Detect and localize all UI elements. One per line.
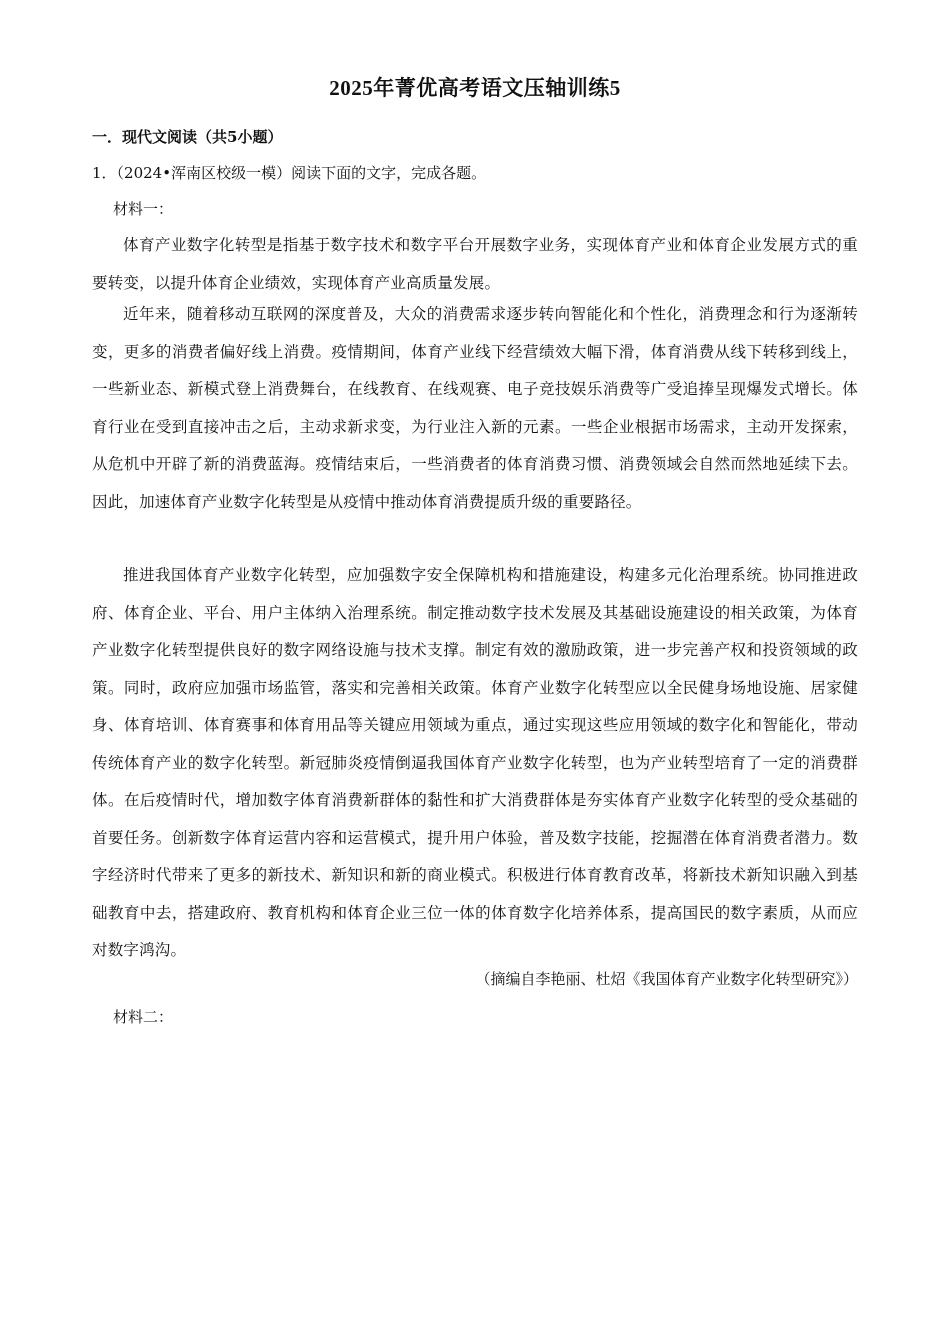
- source-citation: （摘编自李艳丽、杜炤《我国体育产业数字化转型研究》）: [475, 970, 858, 988]
- section-heading: 一．现代文阅读（共5小题）: [92, 128, 283, 146]
- document-title: 2025年菁优高考语文压轴训练5: [329, 76, 621, 100]
- material-two-label: 材料二：: [113, 1008, 174, 1026]
- material-one-label: 材料一：: [113, 200, 174, 218]
- paragraph-2: 近年来，随着移动互联网的深度普及，大众的消费需求逐步转向智能化和个性化，消费理念和行为逐渐转变，更多的消费者偏好线上消费。疫情期间，体育产业线下经营绩效大幅下滑，体育消费从线下转移到线上，一些新业态、新模式登上消费舞台，在线教育、在线观赛、电子竞技娱乐消费等广受追捧呈现爆发式增长。体育行业在受到直接冲击之后，主动求新求变，为行业注入新的元素。一些企业根据市场需求，主动开发探索，从危机中开辟了新的消费蓝海。疫情结束后，一些消费者的体育消费习惯、消费领域会自然而然地延续下去。因此，加速体育产业数字化转型是从疫情中推动体育消费提质升级的重要路径。: [92, 305, 858, 511]
- paragraph-1: 体育产业数字化转型是指基于数字技术和数字平台开展数字业务，实现体育产业和体育企业发展方式的重要转变，以提升体育企业绩效，实现体育产业高质量发展。: [92, 236, 858, 292]
- question-prompt: 1．（2024•浑南区校级一模）阅读下面的文字，完成各题。: [92, 164, 487, 182]
- paragraph-3: 推进我国体育产业数字化转型，应加强数字安全保障机构和措施建设，构建多元化治理系统。协同推进政府、体育企业、平台、用户主体纳入治理系统。制定推动数字技术发展及其基础设施建设的相关政策，为体育产业数字化转型提供良好的数字网络设施与技术支撑。制定有效的激励政策，进一步完善产权和投资领域的政策。同时，政府应加强市场监管，落实和完善相关政策。体育产业数字化转型应以全民健身场地设施、居家健身、体育培训、体育赛事和体育用品等关键应用领域为重点，通过实现这些应用领域的数字化和智能化，带动传统体育产业的数字化转型。新冠肺炎疫情倒逼我国体育产业数字化转型，也为产业转型培育了一定的消费群体。在后疫情时代，增加数字体育消费新群体的黏性和扩大消费群体是夯实体育产业数字化转型的受众基础的首要任务。创新数字体育运营内容和运营模式，提升用户体验，普及数字技能，挖掘潜在体育消费者潜力。数字经济时代带来了更多的新技术、新知识和新的商业模式。积极进行体育教育改革，将新技术新知识融入到基础教育中去，搭建政府、教育机构和体育企业三位一体的体育数字化培养体系，提高国民的数字素质，从而应对数字鸿沟。: [92, 566, 858, 959]
